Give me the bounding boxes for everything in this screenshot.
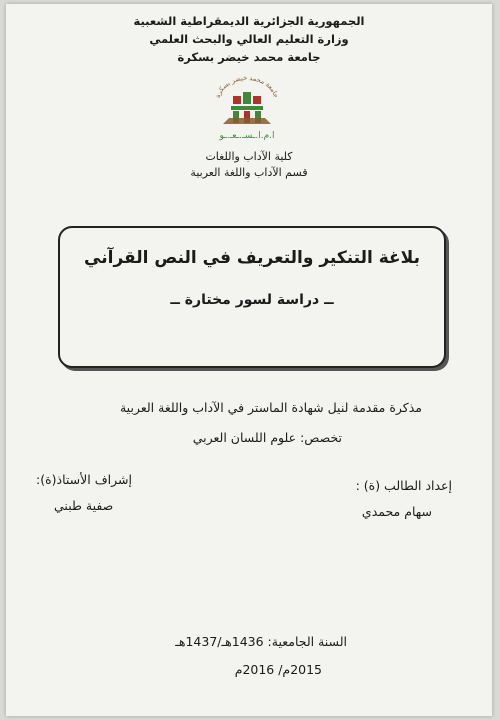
header-ministry: وزارة التعليم العالي والبحث العلمي: [149, 32, 349, 46]
logo-bottom-text: ا.م.ا.ـسـ.ـعـ.ـو: [219, 131, 275, 141]
university-logo: [211, 72, 283, 142]
faculty-name: كلية الآداب واللغات: [205, 150, 293, 163]
header-republic: الجمهورية الجزائرية الديمقراطية الشعبية: [133, 14, 365, 28]
supervisor-label: إشراف الأستاذ(ة):: [36, 472, 132, 487]
university-logo-icon: [211, 72, 283, 142]
student-label: إعداد الطالب (ة) :: [355, 478, 452, 493]
academic-year-gregorian: 2015م/ 2016م: [234, 662, 322, 677]
document-page: [6, 4, 492, 716]
logo-arc-text: جامعة محمد خيضر بسكرة: [213, 73, 281, 99]
department-name: قسم الآداب واللغة العربية: [190, 166, 308, 179]
memo-description: مذكرة مقدمة لنيل شهادة الماستر في الآداب واللغة العربية: [119, 400, 422, 415]
student-name: سهام محمدي: [361, 504, 432, 519]
header-university: جامعة محمد خيضر بسكرة: [177, 50, 321, 64]
supervisor-name: صفية طبني: [54, 498, 114, 513]
thesis-title: بلاغة التنكير والتعريف في النص القرآني: [84, 248, 420, 268]
thesis-subtitle: ــ دراسة لسور مختارة ــ: [170, 292, 334, 308]
academic-year-hijri: السنة الجامعية: 1436هـ/1437هـ: [175, 634, 347, 649]
memo-specialty: تخصص: علوم اللسان العربي: [192, 430, 342, 445]
title-frame: [58, 226, 446, 368]
